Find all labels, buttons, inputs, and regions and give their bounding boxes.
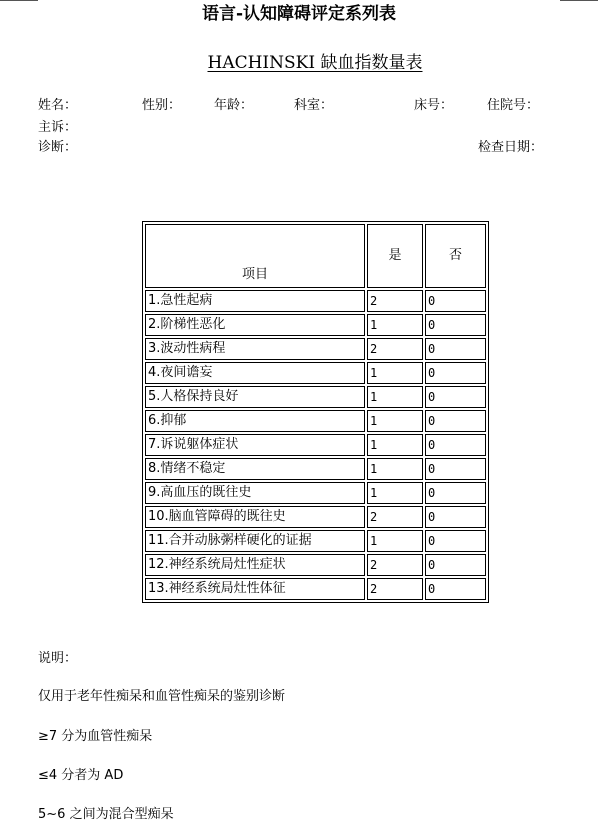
yes-score-cell: 1 <box>367 458 423 480</box>
sex-label: 性别： <box>142 98 182 113</box>
no-score-cell: 0 <box>425 482 486 504</box>
item-cell: 7.诉说躯体症状 <box>145 434 365 456</box>
no-score-cell: 0 <box>425 578 486 600</box>
age-label: 年龄： <box>214 98 254 113</box>
item-cell: 11.合并动脉粥样硬化的证据 <box>145 530 365 552</box>
no-score-cell: 0 <box>425 386 486 408</box>
scale-title <box>0 52 598 74</box>
table-row <box>145 338 486 360</box>
yes-score-cell: 1 <box>367 530 423 552</box>
table-row <box>145 458 486 480</box>
department-label: 科室： <box>294 98 334 113</box>
yes-score-cell: 2 <box>367 290 423 312</box>
header-no: 否 <box>425 224 486 288</box>
notes-rule-mixed: 5~6 之间为混合型痴呆 <box>38 807 174 822</box>
no-score-cell: 0 <box>425 290 486 312</box>
item-cell: 9.高血压的既往史 <box>145 482 365 504</box>
no-score-cell: 0 <box>425 314 486 336</box>
yes-score-cell: 2 <box>367 554 423 576</box>
item-cell: 5.人格保持良好 <box>145 386 365 408</box>
header-item: 项目 <box>145 224 365 288</box>
bed-label: 床号： <box>414 98 454 113</box>
yes-score-cell: 2 <box>367 506 423 528</box>
table-row <box>145 554 486 576</box>
scale-title-text: HACHINSKI 缺血指数量表 <box>207 53 423 73</box>
table-row <box>145 386 486 408</box>
item-cell: 10.脑血管障碍的既往史 <box>145 506 365 528</box>
yes-score-cell: 2 <box>367 578 423 600</box>
item-cell: 3.波动性病程 <box>145 338 365 360</box>
yes-score-cell: 1 <box>367 362 423 384</box>
item-cell: 1.急性起病 <box>145 290 365 312</box>
diagnosis-label: 诊断： <box>38 140 78 155</box>
item-cell: 8.情绪不稳定 <box>145 458 365 480</box>
notes-rule-ad: ≤4 分者为 AD <box>38 768 124 783</box>
yes-score-cell: 1 <box>367 410 423 432</box>
no-score-cell: 0 <box>425 338 486 360</box>
notes-heading: 说明： <box>38 651 78 666</box>
no-score-cell: 0 <box>425 554 486 576</box>
no-score-cell: 0 <box>425 506 486 528</box>
no-score-cell: 0 <box>425 530 486 552</box>
complaint-label: 主诉： <box>38 120 78 135</box>
notes-rule-vascular: ≥7 分为血管性痴呆 <box>38 729 153 744</box>
table-row <box>145 314 486 336</box>
page-top-rule <box>560 0 598 1</box>
item-cell: 6.抑郁 <box>145 410 365 432</box>
table-row <box>145 506 486 528</box>
table-row <box>145 290 486 312</box>
table-header-row <box>145 224 486 288</box>
item-cell: 12.神经系统局灶性症状 <box>145 554 365 576</box>
header-yes: 是 <box>367 224 423 288</box>
yes-score-cell: 1 <box>367 434 423 456</box>
table-row <box>145 410 486 432</box>
yes-score-cell: 1 <box>367 314 423 336</box>
name-label: 姓名： <box>38 98 78 113</box>
item-cell: 4.夜间谵妄 <box>145 362 365 384</box>
admission-no-label: 住院号： <box>487 98 540 113</box>
page-top-rule <box>0 0 38 1</box>
no-score-cell: 0 <box>425 410 486 432</box>
no-score-cell: 0 <box>425 434 486 456</box>
document-title: 语言-认知障碍评定系列表 <box>201 4 397 24</box>
hachinski-score-table <box>142 221 489 603</box>
table-row <box>145 530 486 552</box>
notes-usage: 仅用于老年性痴呆和血管性痴呆的鉴别诊断 <box>38 689 286 704</box>
no-score-cell: 0 <box>425 458 486 480</box>
yes-score-cell: 1 <box>367 482 423 504</box>
table-row <box>145 578 486 600</box>
table-row <box>145 434 486 456</box>
table-row <box>145 362 486 384</box>
no-score-cell: 0 <box>425 362 486 384</box>
item-cell: 2.阶梯性恶化 <box>145 314 365 336</box>
yes-score-cell: 1 <box>367 386 423 408</box>
table-row <box>145 482 486 504</box>
yes-score-cell: 2 <box>367 338 423 360</box>
item-cell: 13.神经系统局灶性体征 <box>145 578 365 600</box>
exam-date-label: 检查日期： <box>478 140 544 155</box>
